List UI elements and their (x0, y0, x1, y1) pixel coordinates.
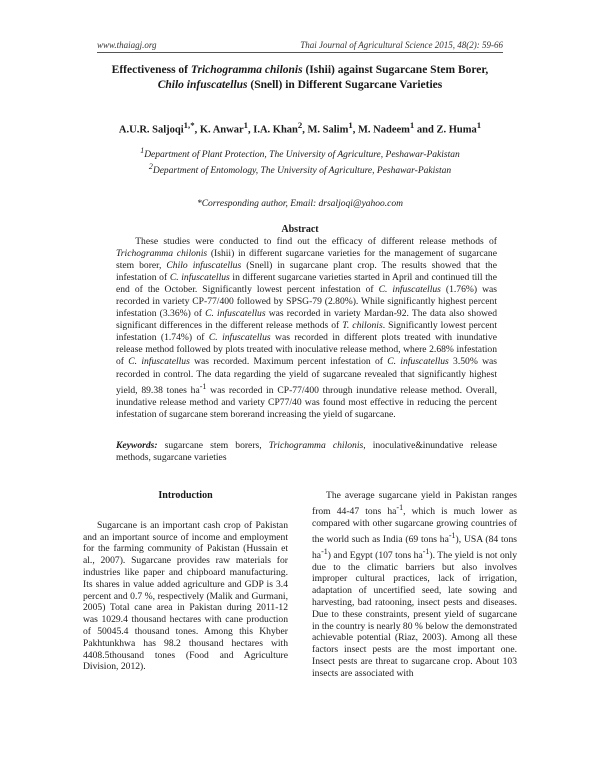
header-divider (97, 52, 503, 53)
journal-citation: Thai Journal of Agricultural Science 2015, 48(2): 59-66 (300, 40, 503, 50)
abstract-heading: Abstract (281, 224, 319, 235)
keywords: Keywords: sugarcane stem borers, Trichogramma chilonis, inoculative&inundative release methods, sugarcane varieties (116, 440, 497, 463)
affiliations (97, 145, 503, 177)
right-column (312, 490, 517, 680)
intro-paragraph-1: Sugarcane is an important cash crop of Pakistan and an important source of income and employment for the farming community of Pakistan (Hussain et al., 2007). Sugarcane provides raw materials for industries like paper and chipboard manufacturing. Its shares in value added agriculture and GDP is 3.4 percent and 0.7 %, respectively (Malik and Gurmani, 2005) Total cane area in Pakistan during 2011-12 was 1029.4 thousand hectares with cane production of 50045.4 thousand tones. Among this Khyber Pakhtunkhwa has 98.2 thousand hectares with 4408.5thousand tones (Food and Agriculture Division, 2012). (83, 519, 288, 673)
affiliation-1: $^1$Department of Plant Protection, The University of Agriculture, Peshawar-Pakistan (140, 146, 460, 161)
keywords-label: Keywords: (116, 440, 158, 451)
introduction-heading: Introduction (158, 490, 213, 501)
intro-paragraph-2: The average sugarcane yield in Pakistan ranges from 44-47 tons $ha^{-1}$, which is much lower as compared with other sugarcane growing countries of the world such as India (69 tons $ha^{-1}$), USA (84 tons $ha^{-1}$) and Egypt (107 tons $ha^{-1}$). The yield is not only due to the climatic barriers but also involves improper cultural practices, lack of irrigation, adaptation of uncertified seed, late sowing and harvesting, bad ratooning, insect pests and diseases. Due to these constraints, present yield of sugarcane in the country is nearly 80 % below the demonstrated achievable potential (Riaz, 2003). Among all these factors insect pests are the most important one. Insect pests are threat to sugarcane crop. About 103 insects are associated with (312, 490, 517, 679)
paper-title: Effectiveness of Trichogramma chilonis (Ishii) against Sugarcane Stem Borer, Chilo infuscatellus (Snell) in Different Sugarcane Varieties (111, 64, 489, 91)
author-list: A.U.R. Saljoqi$^{1,*}$, K. Anwar$^1$, I.A. Khan$^2$, M. Salim$^1$, M. Nadeem$^1$ and Z. Huma$^1$ (118, 120, 482, 136)
abstract-body: These studies were conducted to find out the efficacy of different release methods of Trichogramma chilonis (Ishii) in different sugarcane varieties for the management of sugarcane stem borer, Chilo infuscatellus (Snell) in sugarcane plant crop. The results showed that the infestation of C. infuscatellus in different sugarcane varieties started in April and continued till the end of the October. Significantly lowest percent infestation of C. infuscatellus (1.76%) was recorded in variety CP-77/400 followed by SPSG-79 (2.80%). While significantly highest percent infestation (3.36%) of C. infuscatellus was recorded in variety Mardan-92. The data also showed significant differences in the different release methods of T. chilonis. Significantly lowest percent infestation (1.74%) of C. infuscatellus was recorded in different plots treated with inundative release method followed by plots treated with inoculative release method, where 2.68% infestation of C. infuscatellus was recorded. Maximum percent infestation of C. infuscatellus 3.50% was recorded in control. The data regarding the yield of sugarcane revealed that significantly highest yield, 89.38 tones $ha^{-1}$ was recorded in CP-77/400 through inundative release method. Overall, inundative release method and variety CP77/40 was found most effective in reducing the percent infestation of sugarcane stem borerand increasing the yield of sugarcane. (116, 236, 498, 420)
affiliation-2: $^2$Department of Entomology, The University of Agriculture, Peshawar-Pakistan (148, 162, 452, 177)
left-column (83, 490, 288, 673)
corresponding-author: *Corresponding author, Email: drsaljoqi@yahoo.com (196, 199, 404, 209)
journal-url[interactable]: www.thaiagj.org (97, 40, 157, 50)
